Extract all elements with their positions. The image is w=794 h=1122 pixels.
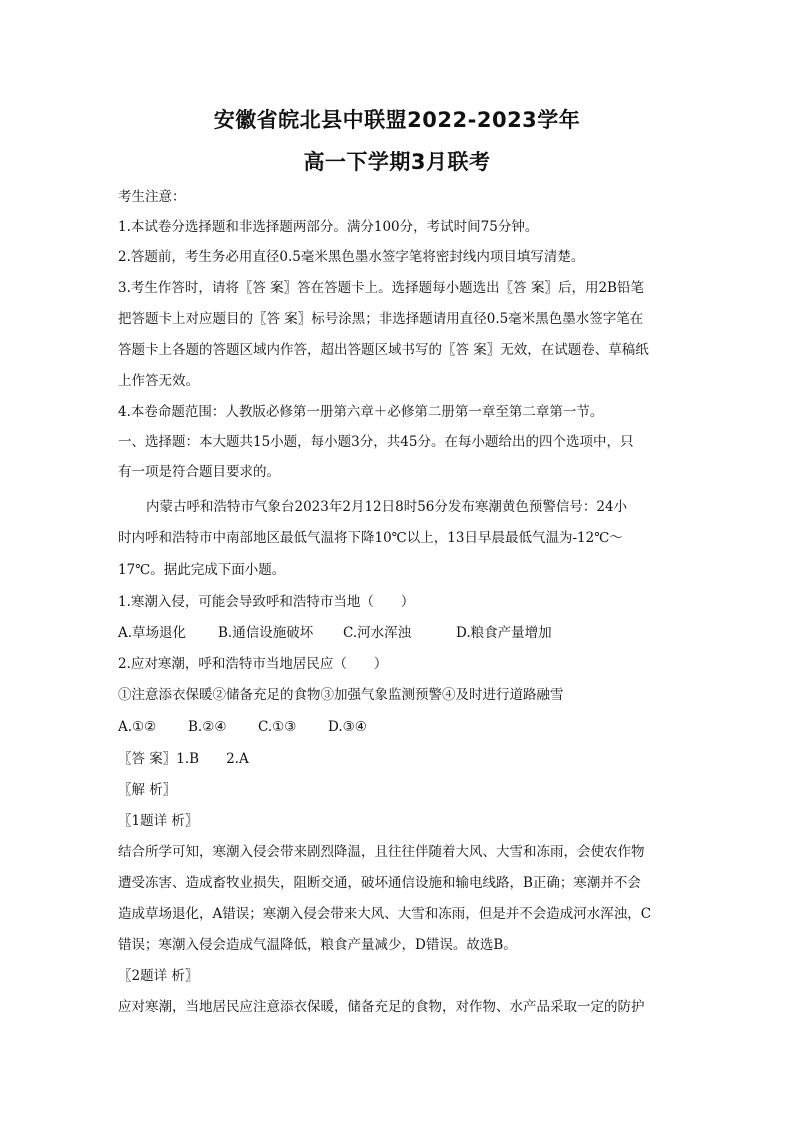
question-2-option-b: B.②④	[188, 719, 227, 735]
question-1-option-d: D.粮食产量增加	[456, 625, 552, 641]
question-2-stem: 2.应对寒潮，呼和浩特市当地居民应（ ）	[118, 656, 388, 672]
question-2-statements: ①注意添衣保暖②储备充足的食物③加强气象监测预警④及时进行道路融雪	[118, 687, 564, 703]
q2-analysis-heading: 〖2题详 析〗	[118, 968, 199, 984]
notice-item-2: 2.答题前，考生务必用直径0.5毫米黑色墨水签字笔将密封线内项目填写清楚。	[118, 249, 585, 265]
answer-line: 〖答 案〗1.B 2.A	[118, 751, 249, 767]
question-2-option-a: A.①②	[118, 719, 157, 735]
notice-item-4: 4.本卷命题范围：人教版必修第一册第六章＋必修第二册第一章至第二章第一节。	[118, 404, 604, 420]
document-subtitle: 高一下学期3月联考	[303, 150, 491, 174]
notice-item-3-line-2: 把答题卡上对应题目的〖答 案〗标号涂黑；非选择题请用直径0.5毫米黑色墨水签字笔在	[118, 311, 644, 327]
notice-item-3-line-4: 上作答无效。	[118, 373, 199, 389]
analysis-heading: 〖解 析〗	[118, 782, 177, 798]
q1-analysis-line-3: 造成草场退化，A错误；寒潮入侵会带来大风、大雪和冻雨，但是并不会造成河水浑浊，C	[118, 906, 652, 922]
question-2-option-c: C.①③	[258, 719, 297, 735]
q1-analysis-line-2: 遭受冻害、造成畜牧业损失，阻断交通，破坏通信设施和输电线路，B正确；寒潮并不会	[118, 875, 641, 891]
passage-line-1: 内蒙古呼和浩特市气象台2023年2月12日8时56分发布寒潮黄色预警信号：24小	[146, 499, 628, 515]
question-1-options	[118, 624, 552, 642]
question-2-options	[118, 718, 367, 736]
passage-line-3: 17℃。据此完成下面小题。	[118, 562, 286, 578]
question-1-option-c: C.河水浑浊	[343, 625, 412, 641]
notice-item-1: 1.本试卷分选择题和非选择题两部分。满分100分，考试时间75分钟。	[118, 219, 539, 235]
section-heading-line-1: 一、选择题：本大题共15小题，每小题3分，共45分。在每小题给出的四个选项中，只	[118, 434, 634, 450]
question-2-option-d: D.③④	[328, 719, 367, 735]
question-1-option-b: B.通信设施破坏	[218, 625, 314, 641]
notice-heading: 考生注意：	[118, 189, 186, 205]
section-heading-line-2: 有一项是符合题目要求的。	[118, 464, 280, 480]
passage-line-2: 时内呼和浩特市中南部地区最低气温将下降10℃以上，13日早晨最低气温为-12℃～	[118, 530, 623, 546]
q1-analysis-line-1: 结合所学可知，寒潮入侵会带来剧烈降温，且往往伴随着大风、大雪和冻雨，会使农作物	[118, 844, 645, 860]
q2-analysis-line-1: 应对寒潮，当地居民应注意添衣保暖，储备充足的食物，对作物、水产品采取一定的防护	[118, 999, 645, 1015]
q1-analysis-heading: 〖1题详 析〗	[118, 813, 199, 829]
notice-item-3-line-3: 答题卡上各题的答题区域内作答，超出答题区域书写的〖答 案〗无效，在试题卷、草稿纸	[118, 342, 649, 358]
notice-item-3-line-1: 3.考生作答时，请将〖答 案〗答在答题卡上。选择题每小题选出〖答 案〗后，用2B铅笔	[118, 280, 644, 296]
question-1-stem: 1.寒潮入侵，可能会导致呼和浩特市当地（ ）	[118, 594, 415, 610]
q1-analysis-line-4: 错误；寒潮入侵会造成气温降低，粮食产量减少，D错误。故选B。	[118, 937, 517, 953]
document-title: 安徽省皖北县中联盟2022-2023学年	[213, 108, 581, 132]
question-1-option-a: A.草场退化	[118, 625, 187, 641]
